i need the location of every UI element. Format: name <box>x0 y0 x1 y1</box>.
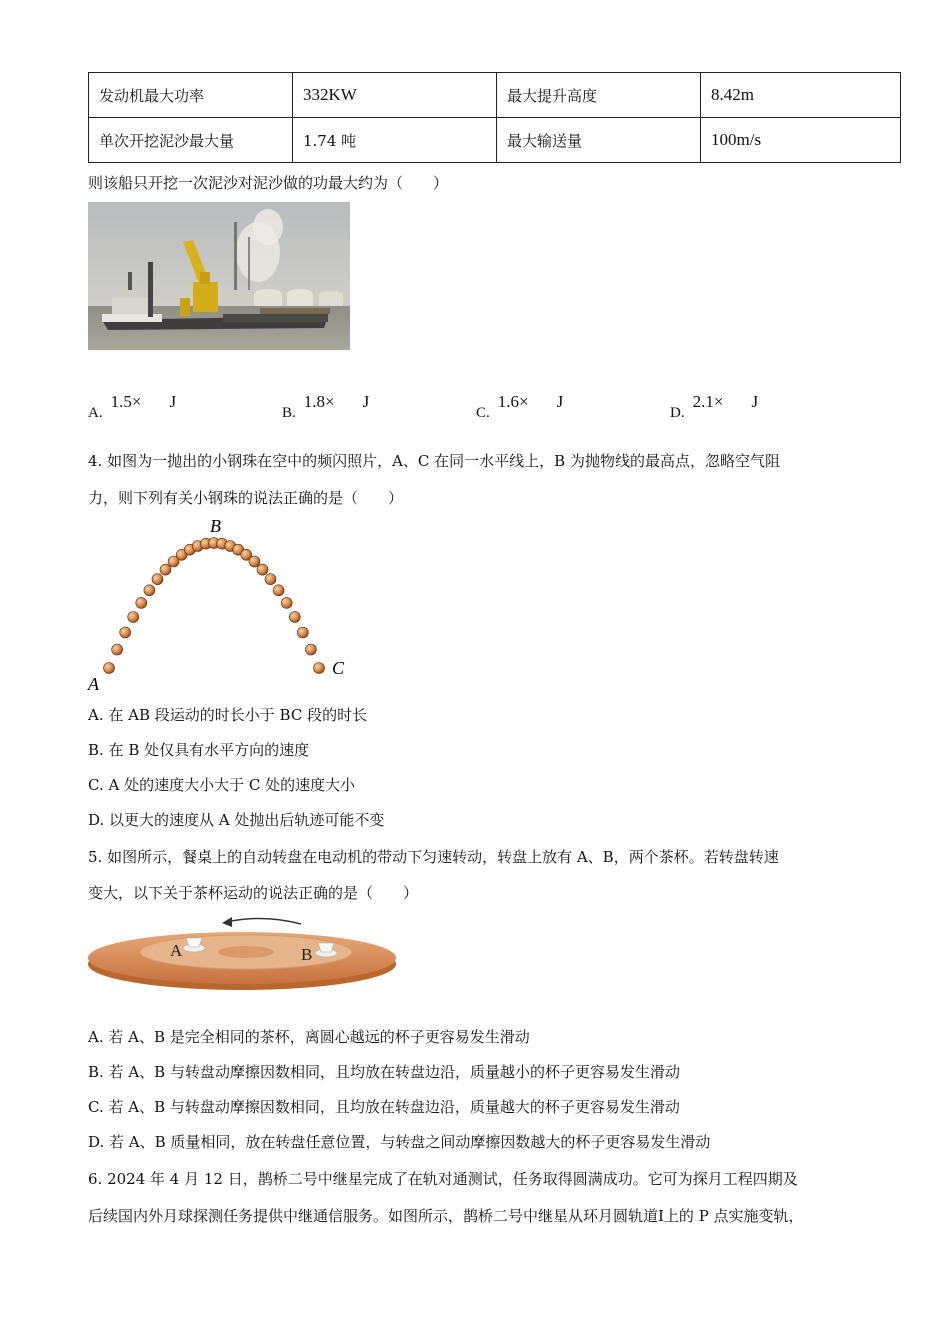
q6-stem-line2: 后续国内外月球探测任务提供中继通信服务。如图所示，鹊桥二号中继星从环月圆轨道Ⅰ上的 P 点实施变轨， <box>88 1207 804 1225</box>
label-b: B <box>301 945 313 964</box>
label-a: A <box>88 674 99 694</box>
ball <box>305 644 316 655</box>
q6-stem-line1: 6. 2024 年 4 月 12 日，鹊桥二号中继星完成了在轨对通测试，任务取得圆满成功。它可为探月工程四期及 <box>88 1170 798 1188</box>
q5-stem-line1: 5. 如图所示，餐桌上的自动转盘在电动机的带动下匀速转动，转盘上放有 A、B，两个茶杯。若转盘转速 <box>88 848 779 866</box>
projectile-figure <box>80 510 360 695</box>
q4-stem-line2: 力，则下列有关小钢珠的说法正确的是（ ） <box>88 489 404 507</box>
ball <box>273 585 284 596</box>
label-b: B <box>210 516 221 536</box>
ball <box>257 564 268 575</box>
q3-option-b[interactable]: B.1.8× J <box>282 392 370 421</box>
ball <box>160 564 171 575</box>
q4-stem-line1: 4. 如图为一抛出的小钢珠在空中的频闪照片，A、C 在同一水平线上，B 为抛物线的最高点，忽略空气阻 <box>88 452 780 470</box>
ball <box>112 644 123 655</box>
ball <box>144 585 155 596</box>
table-cell: 100m/s <box>701 118 901 163</box>
ball <box>314 663 325 674</box>
q5-option-b[interactable]: B. 若 A、B 与转盘动摩擦因数相同，且均放在转盘边沿，质量越小的杯子更容易发生滑动 <box>88 1063 680 1081</box>
table-cell: 8.42m <box>701 73 901 118</box>
ball <box>128 612 139 623</box>
q3-stem-tail: 则该船只开挖一次泥沙对泥沙做的功最大约为（ ） <box>88 174 449 192</box>
q3-option-a[interactable]: A.1.5× J <box>88 392 177 421</box>
spec-table <box>88 72 901 163</box>
ball <box>104 663 115 674</box>
table-cell: 单次开挖泥沙最大量 <box>89 118 293 163</box>
table-cell: 发动机最大功率 <box>89 73 293 118</box>
q3-option-c[interactable]: C.1.6× J <box>476 392 564 421</box>
ball <box>281 597 292 608</box>
q4-option-a[interactable]: A. 在 AB 段运动的时长小于 BC 段的时长 <box>88 706 368 724</box>
label-a: A <box>170 941 183 960</box>
ball <box>297 627 308 638</box>
table-cell: 最大提升高度 <box>497 73 701 118</box>
q4-option-c[interactable]: C. A 处的速度大小大于 C 处的速度大小 <box>88 776 356 794</box>
ball <box>152 574 163 585</box>
q5-stem-line2: 变大，以下关于茶杯运动的说法正确的是（ ） <box>88 884 419 902</box>
q3-option-d[interactable]: D.2.1× J <box>670 392 759 421</box>
table-cell: 最大输送量 <box>497 118 701 163</box>
table-row <box>89 73 901 118</box>
table-cell: 332KW <box>293 73 497 118</box>
turntable-figure <box>86 908 400 992</box>
rotation-arrow <box>226 918 301 924</box>
dredger-photo <box>88 202 350 350</box>
q4-option-b[interactable]: B. 在 B 处仅具有水平方向的速度 <box>88 741 310 759</box>
table-cell: 1.74 吨 <box>293 118 497 163</box>
ball <box>265 574 276 585</box>
ball <box>120 627 131 638</box>
label-c: C <box>332 658 345 678</box>
ball <box>289 612 300 623</box>
ball <box>249 556 260 567</box>
ball <box>136 597 147 608</box>
q5-option-d[interactable]: D. 若 A、B 质量相同，放在转盘任意位置，与转盘之间动摩擦因数越大的杯子更容易发生滑动 <box>88 1133 711 1151</box>
q4-option-d[interactable]: D. 以更大的速度从 A 处抛出后轨迹可能不变 <box>88 811 385 829</box>
table-row <box>89 118 901 163</box>
q5-option-a[interactable]: A. 若 A、B 是完全相同的茶杯，离圆心越远的杯子更容易发生滑动 <box>88 1028 530 1046</box>
q5-option-c[interactable]: C. 若 A、B 与转盘动摩擦因数相同，且均放在转盘边沿，质量越大的杯子更容易发生滑动 <box>88 1098 680 1116</box>
ball-trajectory <box>104 538 325 674</box>
